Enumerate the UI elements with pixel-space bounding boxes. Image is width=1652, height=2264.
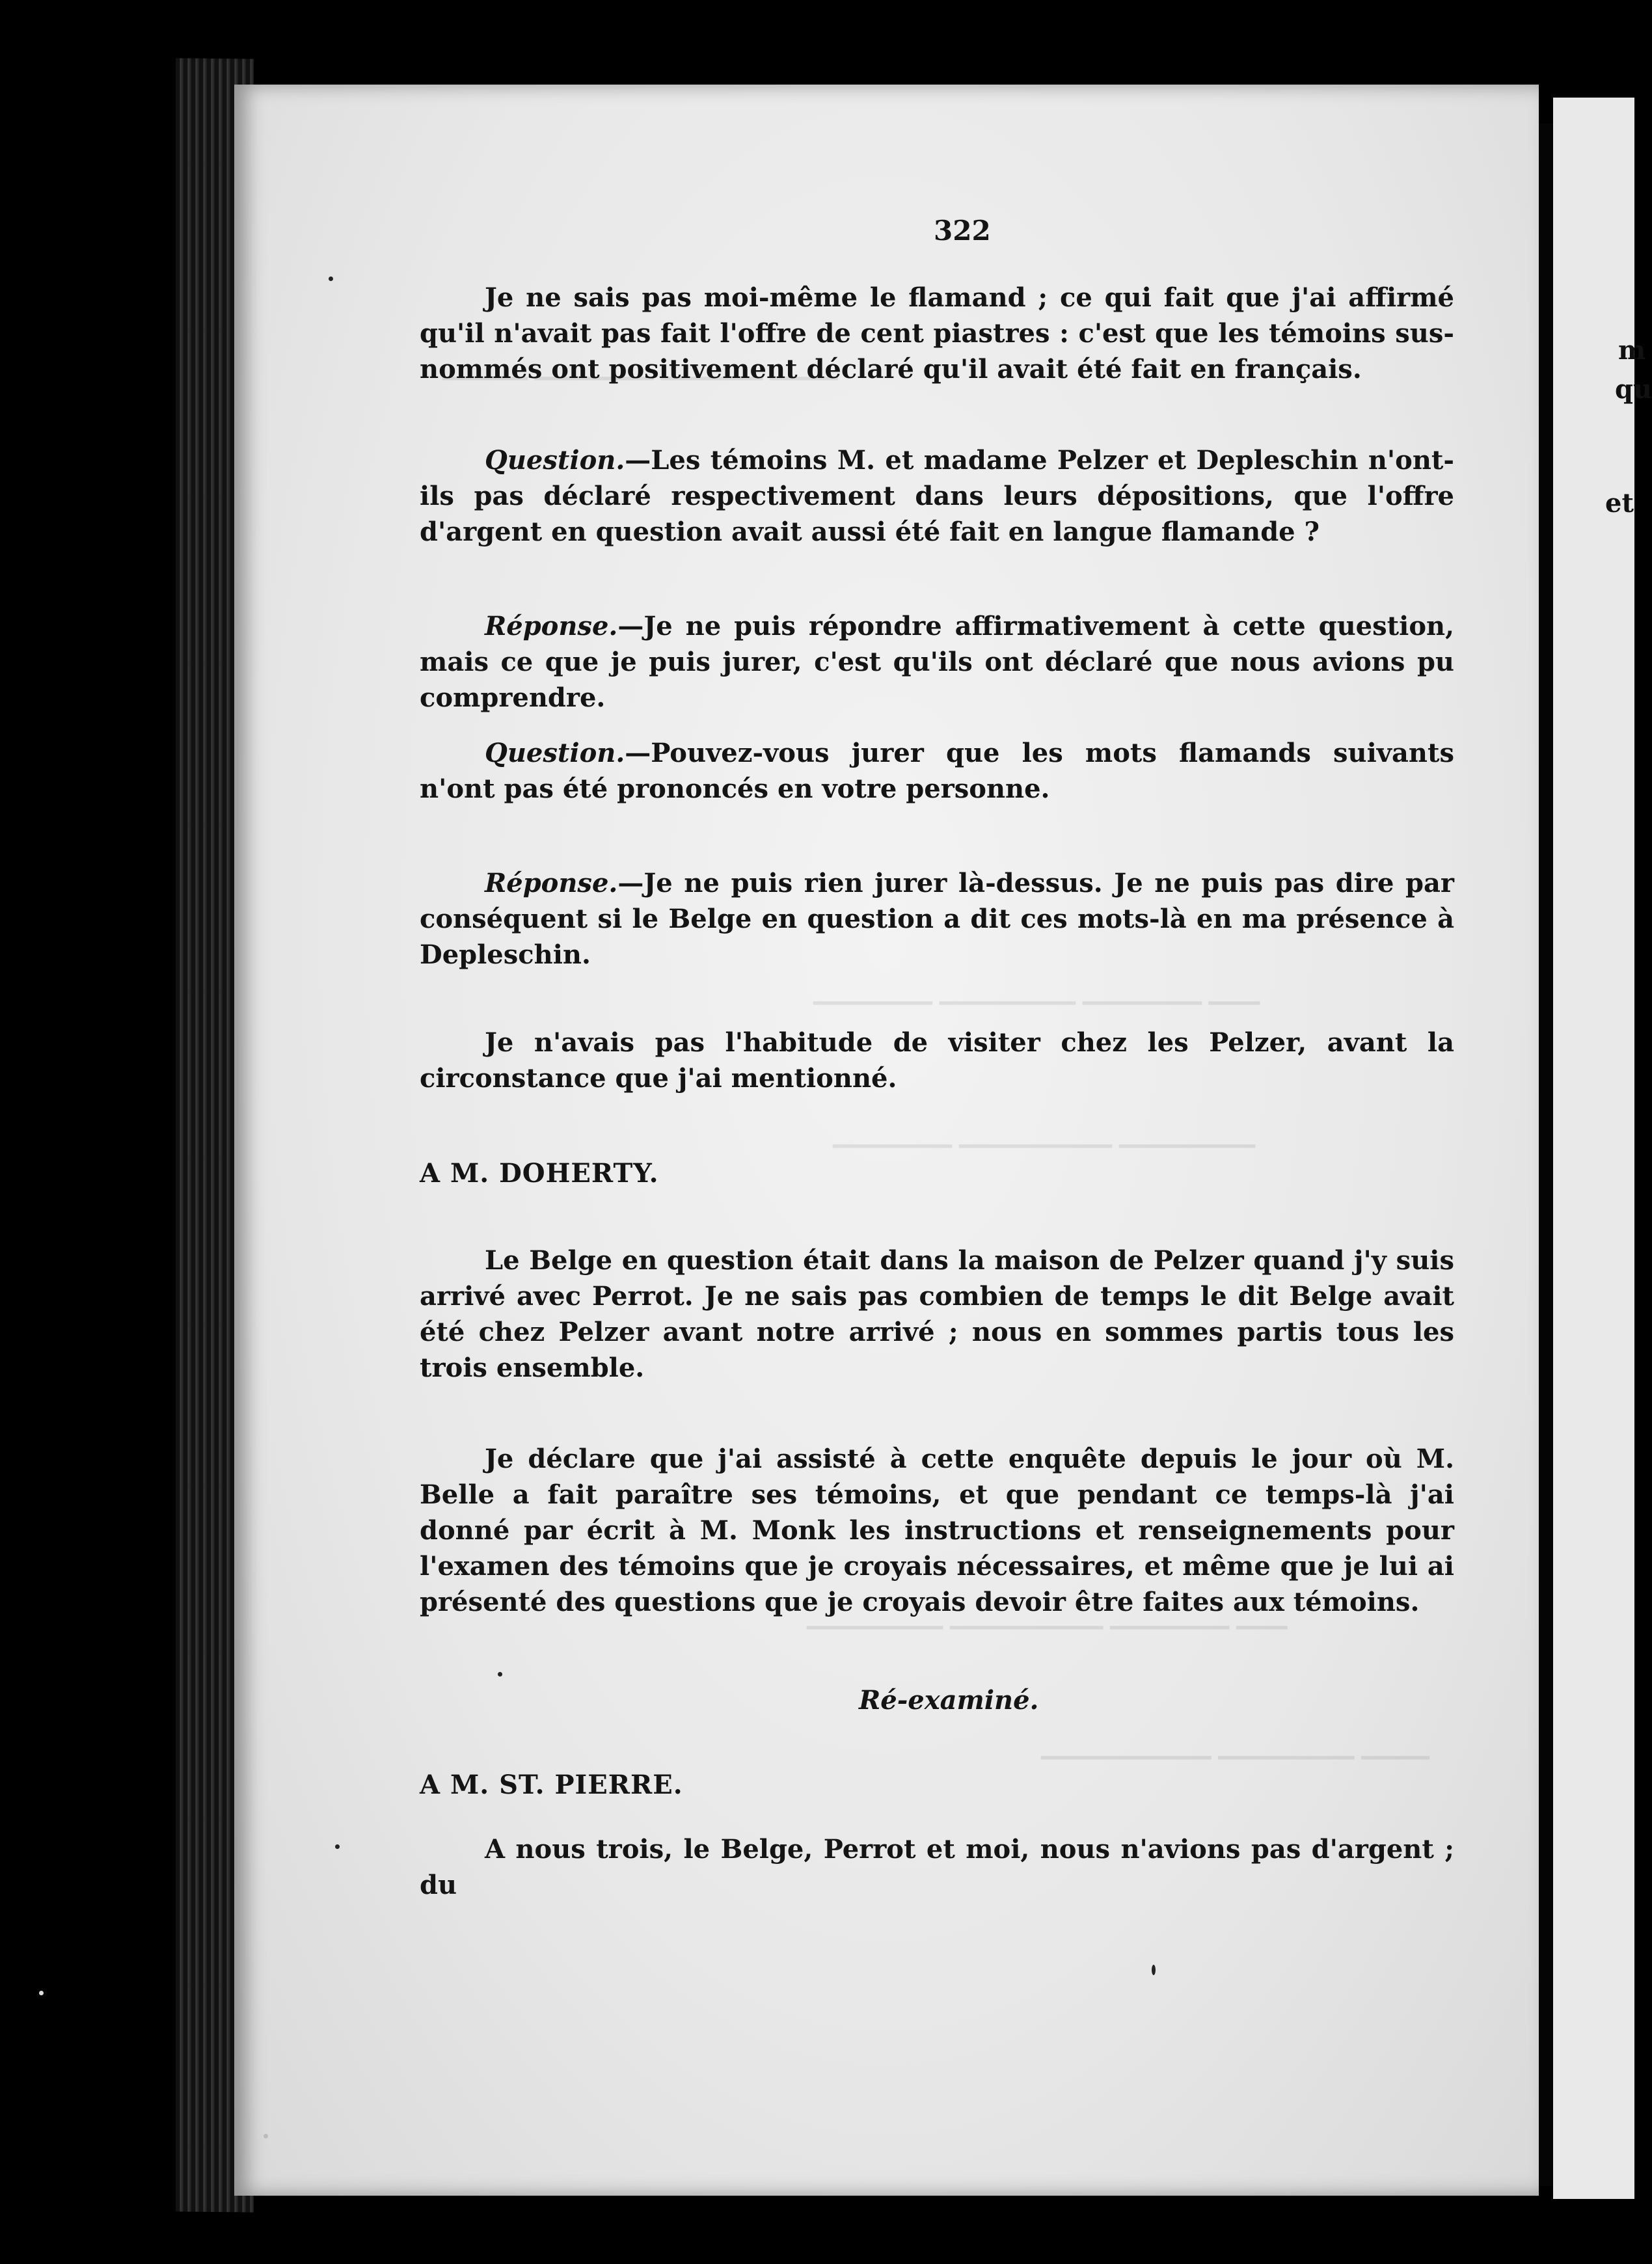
show-through-text: ▔▔▔▔▔ ▔▔▔▔▔▔▔ ▔▔▔▔▔▔ ▔▔▔▔ xyxy=(442,377,838,403)
response-label: Réponse. xyxy=(485,611,618,641)
question-label: Question. xyxy=(485,445,625,476)
scan-speck xyxy=(1152,1965,1156,1975)
next-page-fragment: m xyxy=(1618,335,1646,366)
paragraph-belge: Le Belge en question était dans la maison de Pelzer quand j'y suis arrivé avec Perrot. Je ne sais pas combien de temps le dit Belge avait été chez Pelzer avant notre arrivé ; nous en sommes partis tous les trois ensemble. xyxy=(420,1245,1454,1383)
adjacent-page-fragment xyxy=(1553,98,1652,2199)
page-gutter xyxy=(1539,124,1553,2186)
show-through-text: ▔▔▔▔▔▔▔▔▔▔ ▔▔▔▔▔▔▔▔ ▔▔▔▔ xyxy=(1041,1757,1429,1783)
paragraph-habitude: Je n'avais pas l'habitude de visiter chez les Pelzer, avant la circonstance que j'ai mentionné. xyxy=(420,1027,1454,1094)
question-text: —Les témoins M. et madame Pelzer et Depleschin n'ont-ils pas déclaré respectivement dans leurs dépositions, que l'offre d'argent en question avait aussi été fait en langue flamande ? xyxy=(420,445,1454,547)
scan-speck xyxy=(39,1991,44,1995)
response-2 xyxy=(420,865,1454,973)
show-through-text: ▔▔▔▔▔▔▔▔ ▔▔▔▔▔▔▔▔▔ ▔▔▔▔▔▔▔ ▔▔▔ xyxy=(807,1626,1288,1652)
paragraph-last: A nous trois, le Belge, Perrot et moi, nous n'avions pas d'argent ; du xyxy=(420,1834,1454,1900)
heading-st-pierre: A M. ST. PIERRE. xyxy=(420,1770,683,1800)
question-1 xyxy=(420,442,1454,550)
show-through-text: ▔▔▔▔▔▔▔ ▔▔▔▔▔▔▔▔ ▔▔▔▔▔▔▔ ▔▔▔ xyxy=(813,1002,1260,1028)
next-page-fragment: qu xyxy=(1615,374,1652,405)
question-label: Question. xyxy=(485,738,625,768)
response-label: Réponse. xyxy=(485,868,618,898)
scan-speck xyxy=(264,2134,268,2138)
paragraph-declare: Je déclare que j'ai assisté à cette enquête depuis le jour où M. Belle a fait paraître ses témoins, et que pendant ce temps-là j'ai donné par écrit à M. Monk les instructions et renseignements pour l'examen des témoins que je croyais nécessaires, et même que je lui ai présenté des questions que je croyais devoir être faites aux témoins. xyxy=(420,1444,1454,1617)
scan-speck xyxy=(329,276,333,281)
question-text: —Pouvez-vous jurer que les mots flamands suivants n'ont pas été prononcés en votre personne. xyxy=(420,738,1454,804)
show-through-text: ▔▔▔▔▔▔▔ ▔▔▔▔▔▔▔▔▔ ▔▔▔▔▔▔▔▔ xyxy=(833,1145,1256,1171)
next-page-fragment: et xyxy=(1605,488,1634,519)
response-1 xyxy=(420,608,1454,716)
scan-speck xyxy=(335,1844,340,1849)
reexamine-heading: Ré-examiné. xyxy=(859,1685,1039,1716)
response-text: —Je ne puis répondre affirmativement à cette question, mais ce que je puis jurer, c'est qu'ils ont déclaré que nous avions pu comprendre. xyxy=(420,611,1454,713)
paragraph-flamand: Je ne sais pas moi-même le flamand ; ce qui fait que j'ai affirmé qu'il n'avait pas fait l'offre de cent piastres : c'est que les témoins sus-nommés ont positivement déclaré qu'il avait été fait en français. xyxy=(420,282,1454,384)
response-text: —Je ne puis rien jurer là-dessus. Je ne puis pas dire par conséquent si le Belge en question a dit ces mots-là en ma présence à Depleschin. xyxy=(420,868,1454,970)
page-number: 322 xyxy=(934,215,991,247)
question-2 xyxy=(420,735,1454,807)
heading-doherty: A M. DOHERTY. xyxy=(420,1158,659,1189)
scan-speck xyxy=(498,1672,502,1677)
